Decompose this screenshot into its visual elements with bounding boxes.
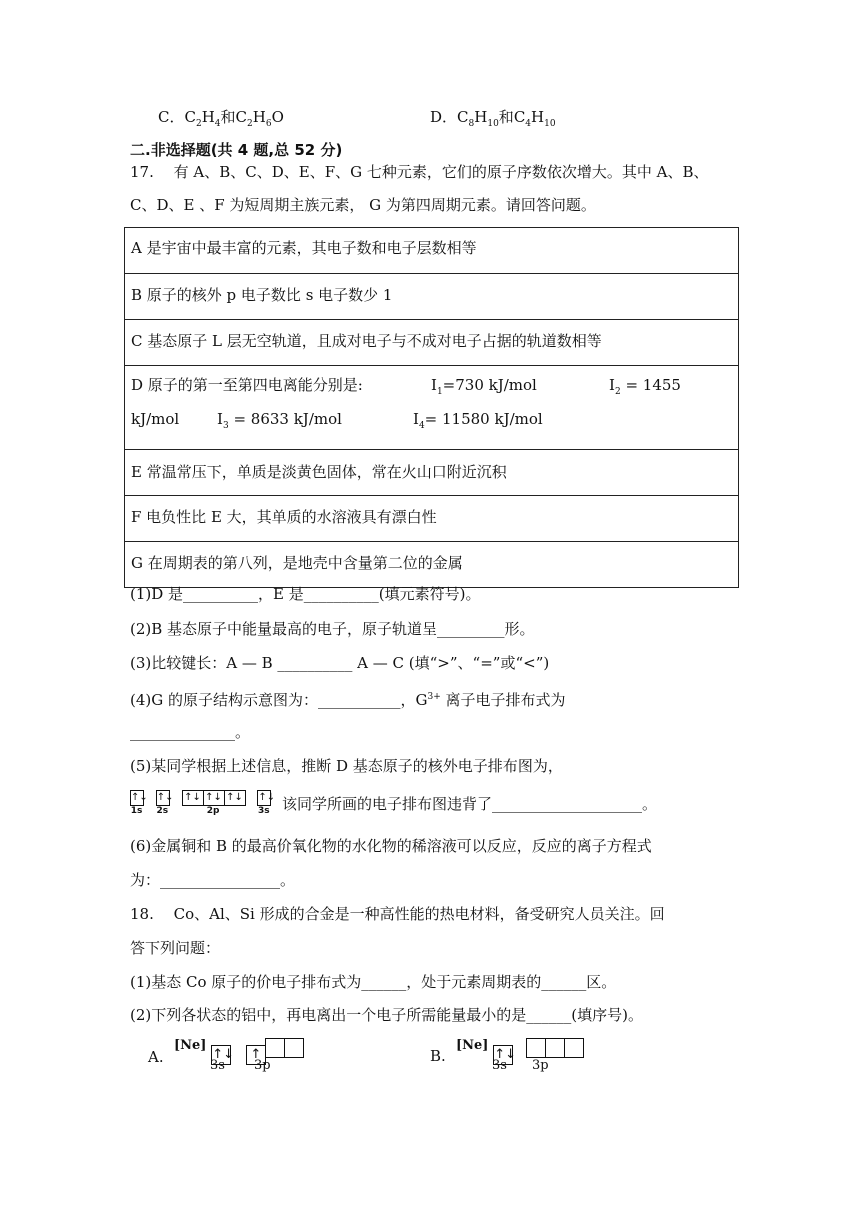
row-e-text: E 常温常压下，单质是淡黄色固体，常在火山口附近沉积 bbox=[131, 463, 507, 481]
orbital-box: ↑↓ bbox=[211, 1045, 231, 1065]
orbital-box: ↑ bbox=[246, 1045, 266, 1065]
option-c-label: C． bbox=[158, 108, 185, 126]
section-title: 二.非选择题(共 4 题,总 52 分) bbox=[130, 141, 343, 159]
row-b-text: B 原子的核外 p 电子数比 s 电子数少 1 bbox=[131, 286, 393, 304]
q18-option-b-label: B. bbox=[430, 1047, 446, 1065]
q17-sub2: (2)B 基态原子中能量最高的电子，原子轨道呈_________形。 bbox=[130, 620, 535, 638]
q17-sub1: (1)D 是__________，E 是__________(填元素符号)。 bbox=[130, 585, 481, 603]
info-table bbox=[124, 227, 739, 588]
orbital-label-1s: 1s bbox=[130, 806, 143, 816]
ionization-unit: kJ/mol bbox=[131, 410, 180, 428]
q17-sub4-a: (4)G 的原子结构示意图为：___________，G bbox=[130, 691, 428, 709]
orbital-box: ↑↓ bbox=[130, 790, 144, 806]
ionization-i4-value: = 11580 kJ/mol bbox=[424, 410, 543, 428]
q17-sub6-line1: (6)金属铜和 B 的最高价氧化物的水化物的稀溶液可以反应，反应的离子方程式 bbox=[130, 837, 652, 855]
row-f-text: F 电负性比 E 大，其单质的水溶液具有漂白性 bbox=[131, 508, 437, 526]
option-c: C．$C_2H_4$和$C_2H_6O$ bbox=[158, 108, 284, 129]
orbital-box bbox=[284, 1038, 304, 1058]
q18-sub1: (1)基态 Co 原子的价电子排布式为______，处于元素周期表的______区。 bbox=[130, 973, 617, 991]
orbital-box: ↑↓ bbox=[493, 1045, 513, 1065]
q18-option-a-label: A. bbox=[148, 1048, 164, 1066]
orbital-box: ↑↓ bbox=[203, 790, 225, 806]
orbital-box bbox=[564, 1038, 584, 1058]
orbital-1s bbox=[130, 786, 148, 816]
ionization-i4: $I_4= 11580$ kJ/mol bbox=[413, 410, 543, 431]
option-c-text: 和 bbox=[220, 108, 236, 126]
ionization-i1: $I_1=730$ kJ/mol bbox=[431, 376, 537, 397]
label-3s: 3s bbox=[492, 1058, 507, 1073]
q17-sub6-line2: 为：________________。 bbox=[130, 871, 296, 889]
orbital-box: ↑↓ bbox=[182, 790, 204, 806]
ionization-i1-value: =730 kJ/mol bbox=[442, 376, 537, 394]
q18-option-b-diagram bbox=[456, 1038, 583, 1073]
orbital-label-2s: 2s bbox=[156, 806, 169, 816]
orbital-label-2p: 2p bbox=[206, 806, 220, 816]
q17-sub4-b: 离子电子排布式为 bbox=[440, 691, 566, 709]
option-d: D．$C_8H_{10}$和$C_4H_{10}$ bbox=[430, 108, 556, 129]
orbital-3s bbox=[257, 786, 276, 816]
orbital-box: ↑↓ bbox=[156, 790, 170, 806]
q17-sub4: (4)G 的原子结构示意图为：___________，$G^{3+}$ 离子电子排布式为 bbox=[130, 691, 566, 709]
orbital-box: ↑↓ bbox=[257, 790, 271, 806]
neon-core: [Ne] bbox=[456, 1038, 489, 1053]
q17-intro-line1: 17. 有 A、B、C、D、E、F、G 七种元素，它们的原子序数依次增大。其中 A、B、 bbox=[130, 163, 709, 181]
label-3p: 3p bbox=[532, 1058, 549, 1073]
orbital-box bbox=[526, 1038, 546, 1058]
orbital-box bbox=[265, 1038, 285, 1058]
table-row bbox=[125, 366, 738, 450]
ionization-i2: $I_2 = 1455$ bbox=[609, 376, 681, 397]
table-row bbox=[125, 450, 738, 496]
table-row bbox=[125, 496, 738, 542]
row-g-text: G 在周期表的第八列，是地壳中含量第二位的金属 bbox=[131, 554, 463, 572]
orbital-box bbox=[545, 1038, 565, 1058]
table-row bbox=[125, 228, 738, 274]
q17-intro-line2: C、D、E 、F 为短周期主族元素， G 为第四周期元素。请回答问题。 bbox=[130, 196, 596, 214]
q17-sub4-blank: ______________。 bbox=[130, 723, 251, 741]
ionization-i3: $I_3 = 8633$ kJ/mol bbox=[217, 410, 342, 431]
label-3p: 3p bbox=[254, 1058, 271, 1073]
orbital-diagram-d bbox=[130, 786, 276, 816]
q17-sub5: (5)某同学根据上述信息，推断 D 基态原子的核外电子排布图为， bbox=[130, 757, 563, 775]
q17-sub3: (3)比较键长：A — B __________ A — C (填“>”、“=”或“<”) bbox=[130, 654, 550, 672]
option-d-text: 和 bbox=[498, 108, 514, 126]
orbital-2p bbox=[182, 786, 245, 816]
orbital-label-3s: 3s bbox=[258, 806, 270, 816]
q18-sub2: (2)下列各状态的铝中，再电离出一个电子所需能量最小的是______(填序号)。 bbox=[130, 1006, 643, 1024]
table-row bbox=[125, 542, 738, 587]
row-c-text: C 基态原子 L 层无空轨道，且成对电子与不成对电子占据的轨道数相等 bbox=[131, 332, 602, 350]
row-d-text: D 原子的第一至第四电离能分别是: bbox=[131, 376, 363, 394]
label-3s: 3s bbox=[210, 1058, 225, 1073]
q18-option-b bbox=[430, 1047, 446, 1065]
orbital-box: ↑↓ bbox=[224, 790, 246, 806]
table-row bbox=[125, 320, 738, 366]
q18-option-a bbox=[148, 1047, 164, 1066]
q17-sub5-answer: 该同学所画的电子排布图违背了____________________。 bbox=[282, 795, 658, 813]
table-row bbox=[125, 274, 738, 320]
q18-option-a-diagram bbox=[174, 1038, 303, 1073]
ionization-i3-value: = 8633 kJ/mol bbox=[228, 410, 342, 428]
ionization-i2-value: = 1455 bbox=[620, 376, 681, 394]
neon-core: [Ne] bbox=[174, 1038, 207, 1053]
orbital-2s bbox=[156, 786, 174, 816]
q18-intro-line2: 答下列问题： bbox=[130, 939, 221, 957]
row-a-text: A 是宇宙中最丰富的元素，其电子数和电子层数相等 bbox=[131, 239, 477, 257]
q18-intro-line1: 18. Co、Al、Si 形成的合金是一种高性能的热电材料，备受研究人员关注。回 bbox=[130, 905, 665, 923]
option-d-label: D． bbox=[430, 108, 458, 126]
